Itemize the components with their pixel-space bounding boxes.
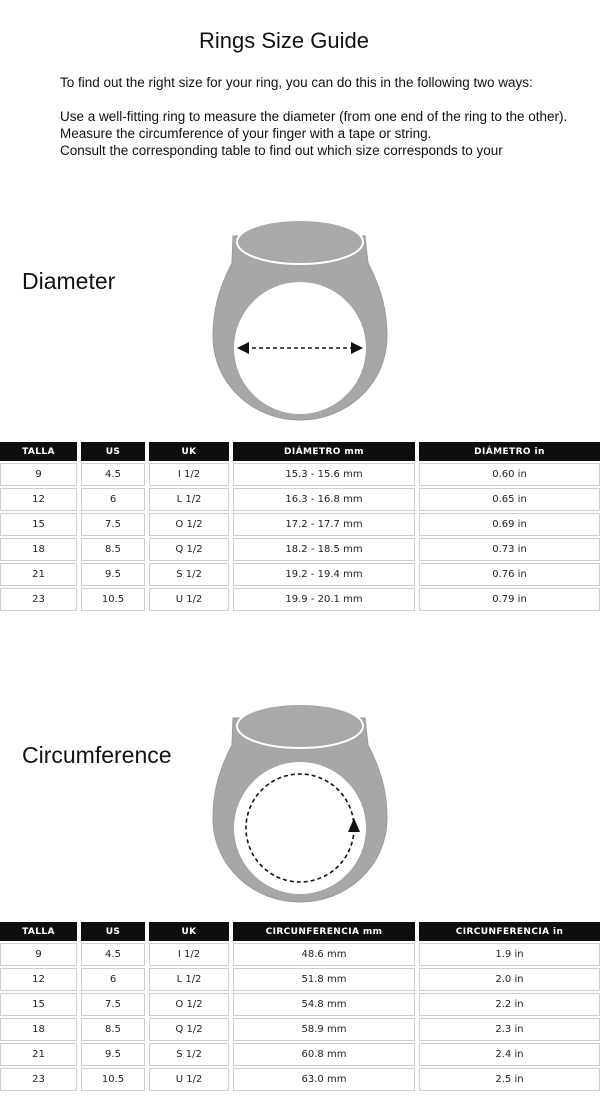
- table-cell: 9: [0, 943, 77, 966]
- table-cell: 10.5: [81, 588, 145, 611]
- table-row: [0, 1018, 600, 1041]
- table-cell: 19.9 - 20.1 mm: [233, 588, 415, 611]
- table-cell: 19.2 - 19.4 mm: [233, 563, 415, 586]
- table-cell: 7.5: [81, 993, 145, 1016]
- ring-circumference-icon: [205, 700, 395, 906]
- table-cell: 2.4 in: [419, 1043, 600, 1066]
- column-header: US: [81, 442, 145, 461]
- diameter-table: [0, 440, 600, 613]
- table-cell: 2.2 in: [419, 993, 600, 1016]
- table-row: [0, 968, 600, 991]
- column-header: UK: [149, 442, 229, 461]
- circumference-table: [0, 920, 600, 1093]
- column-header: TALLA: [0, 442, 77, 461]
- table-row: [0, 993, 600, 1016]
- table-row: [0, 1043, 600, 1066]
- intro-line: Measure the circumference of your finger with a tape or string.: [60, 126, 432, 141]
- table-cell: 18: [0, 1018, 77, 1041]
- column-header: UK: [149, 922, 229, 941]
- table-cell: I 1/2: [149, 463, 229, 486]
- table-cell: 18.2 - 18.5 mm: [233, 538, 415, 561]
- table-cell: 2.0 in: [419, 968, 600, 991]
- table-cell: 15: [0, 993, 77, 1016]
- table-cell: 1.9 in: [419, 943, 600, 966]
- intro-text: [60, 74, 580, 159]
- intro-line: Consult the corresponding table to find out which size corresponds to your: [60, 143, 503, 158]
- table-cell: 6: [81, 968, 145, 991]
- table-cell: 23: [0, 588, 77, 611]
- table-cell: Q 1/2: [149, 538, 229, 561]
- circumference-heading: Circumference: [22, 742, 172, 768]
- column-header: DIÁMETRO mm: [233, 442, 415, 461]
- table-cell: 2.5 in: [419, 1068, 600, 1091]
- table-cell: 17.2 - 17.7 mm: [233, 513, 415, 536]
- table-cell: 4.5: [81, 463, 145, 486]
- table-cell: O 1/2: [149, 513, 229, 536]
- table-header-row: [0, 442, 600, 461]
- table-row: [0, 463, 600, 486]
- table-cell: 4.5: [81, 943, 145, 966]
- page-title: Rings Size Guide: [199, 28, 369, 53]
- table-cell: 9.5: [81, 563, 145, 586]
- table-cell: 12: [0, 968, 77, 991]
- table-cell: 18: [0, 538, 77, 561]
- table-cell: 51.8 mm: [233, 968, 415, 991]
- table-cell: 9.5: [81, 1043, 145, 1066]
- table-header-row: [0, 922, 600, 941]
- table-cell: 0.60 in: [419, 463, 600, 486]
- column-header: CIRCUNFERENCIA in: [419, 922, 600, 941]
- column-header: DIÁMETRO in: [419, 442, 600, 461]
- table-cell: 9: [0, 463, 77, 486]
- table-cell: 63.0 mm: [233, 1068, 415, 1091]
- table-cell: 48.6 mm: [233, 943, 415, 966]
- diameter-heading: Diameter: [22, 268, 116, 294]
- table-cell: L 1/2: [149, 488, 229, 511]
- table-cell: 8.5: [81, 1018, 145, 1041]
- table-cell: 54.8 mm: [233, 993, 415, 1016]
- table-cell: I 1/2: [149, 943, 229, 966]
- table-cell: 8.5: [81, 538, 145, 561]
- intro-line: Use a well-fitting ring to measure the diameter (from one end of the ring to the other).: [60, 109, 568, 124]
- table-cell: 0.76 in: [419, 563, 600, 586]
- table-row: [0, 588, 600, 611]
- table-cell: 0.79 in: [419, 588, 600, 611]
- column-header: TALLA: [0, 922, 77, 941]
- table-cell: 58.9 mm: [233, 1018, 415, 1041]
- table-row: [0, 513, 600, 536]
- intro-line: To find out the right size for your ring, you can do this in the following two ways:: [60, 75, 533, 90]
- table-cell: 0.65 in: [419, 488, 600, 511]
- table-cell: 2.3 in: [419, 1018, 600, 1041]
- table-row: [0, 943, 600, 966]
- table-cell: 21: [0, 563, 77, 586]
- table-cell: Q 1/2: [149, 1018, 229, 1041]
- table-cell: 6: [81, 488, 145, 511]
- table-cell: 0.69 in: [419, 513, 600, 536]
- table-cell: 60.8 mm: [233, 1043, 415, 1066]
- table-cell: 0.73 in: [419, 538, 600, 561]
- table-cell: U 1/2: [149, 588, 229, 611]
- table-row: [0, 538, 600, 561]
- table-cell: U 1/2: [149, 1068, 229, 1091]
- table-cell: 10.5: [81, 1068, 145, 1091]
- table-cell: 21: [0, 1043, 77, 1066]
- table-cell: O 1/2: [149, 993, 229, 1016]
- table-cell: L 1/2: [149, 968, 229, 991]
- table-cell: 7.5: [81, 513, 145, 536]
- table-row: [0, 563, 600, 586]
- table-row: [0, 1068, 600, 1091]
- table-cell: 15.3 - 15.6 mm: [233, 463, 415, 486]
- table-cell: 12: [0, 488, 77, 511]
- table-cell: 23: [0, 1068, 77, 1091]
- table-row: [0, 488, 600, 511]
- table-cell: 16.3 - 16.8 mm: [233, 488, 415, 511]
- table-cell: S 1/2: [149, 1043, 229, 1066]
- table-cell: 15: [0, 513, 77, 536]
- ring-diameter-icon: [205, 218, 395, 424]
- column-header: US: [81, 922, 145, 941]
- table-cell: S 1/2: [149, 563, 229, 586]
- column-header: CIRCUNFERENCIA mm: [233, 922, 415, 941]
